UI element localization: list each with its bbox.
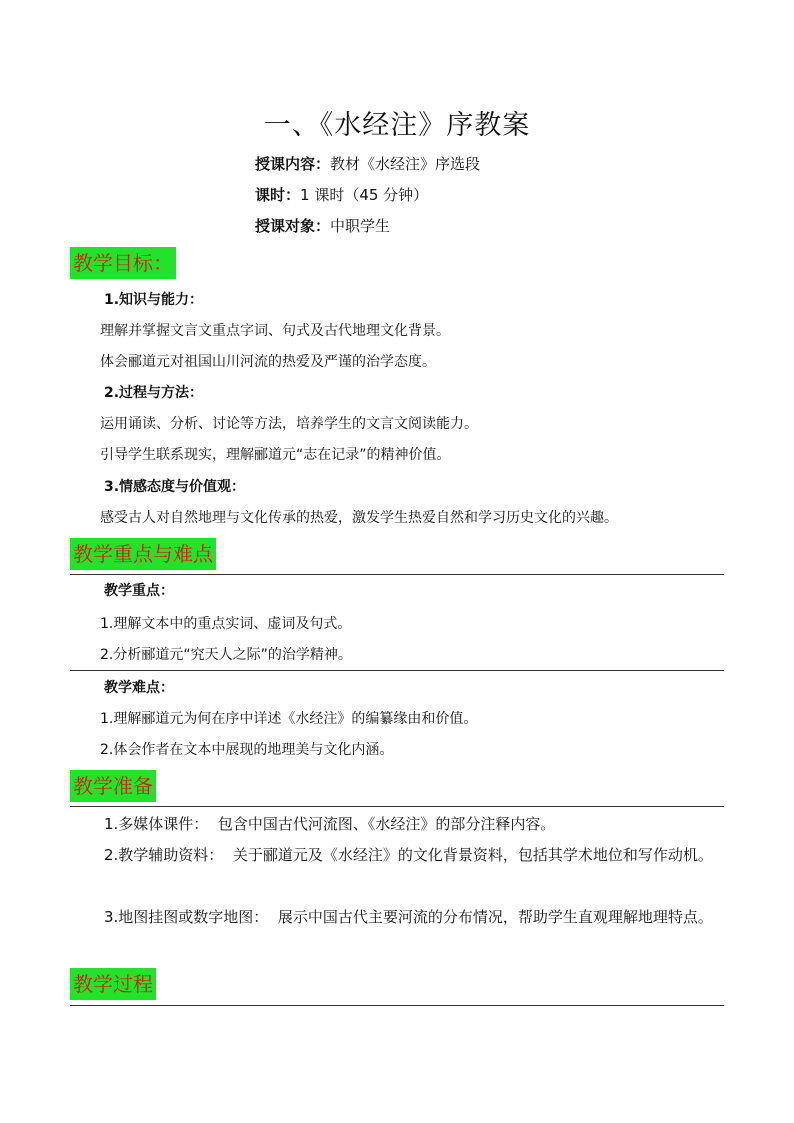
meta-content-value: 教材《水经注》序选段 <box>330 155 481 173</box>
goal-process-heading: 2.过程与方法： <box>104 385 204 401</box>
preparation-item-3 <box>70 902 724 932</box>
goal-knowledge-line-2: 体会郦道元对祖国山川河流的热爱及严谨的治学态度。 <box>100 354 436 370</box>
preparation-item-1 <box>70 809 724 839</box>
goal-knowledge-heading: 1.知识与能力： <box>104 292 204 308</box>
meta-audience <box>255 215 390 236</box>
goal-knowledge-line-1: 理解并掌握文言文重点字词、句式及古代地理文化背景。 <box>100 323 450 339</box>
section-process-label: 教学过程 <box>70 968 156 1000</box>
meta-duration <box>255 184 428 205</box>
focus-divider <box>70 670 724 671</box>
section-goals-label: 教学目标： <box>70 247 176 279</box>
meta-duration-key: 课时： <box>255 186 301 204</box>
difficulty-line-2: 2.体会作者在文本中展现的地理美与文化内涵。 <box>100 742 394 758</box>
section-process-divider <box>70 1005 724 1006</box>
difficulty-line-1: 1.理解郦道元为何在序中详述《水经注》的编纂缘由和价值。 <box>100 711 478 727</box>
focus-line-1: 1.理解文本中的重点实词、虚词及句式。 <box>100 616 352 632</box>
meta-content <box>255 153 480 174</box>
meta-duration-value: 1 课时（45 分钟） <box>300 186 429 204</box>
preparation-item-3-text: 展示中国古代主要河流的分布情况，帮助学生直观理解地理特点。 <box>277 908 713 926</box>
preparation-item-1-text: 包含中国古代河流图、《水经注》的部分注释内容。 <box>217 815 556 833</box>
difficulty-heading: 教学难点： <box>104 680 174 696</box>
section-keypoints-label: 教学重点与难点 <box>70 538 216 570</box>
focus-heading: 教学重点： <box>104 583 174 599</box>
meta-audience-value: 中职学生 <box>330 217 391 235</box>
goal-emotion-line-1: 感受古人对自然地理与文化传承的热爱，激发学生热爱自然和学习历史文化的兴趣。 <box>100 510 618 526</box>
preparation-item-2-text: 关于郦道元及《水经注》的文化背景资料，包括其学术地位和写作动机。 <box>232 846 713 864</box>
focus-line-2: 2.分析郦道元“究天人之际”的治学精神。 <box>100 647 352 663</box>
preparation-item-2 <box>70 840 724 870</box>
document-title: 一、《水经注》序教案 <box>263 110 531 141</box>
meta-content-key: 授课内容： <box>255 155 331 173</box>
goal-emotion-heading: 3.情感态度与价值观： <box>104 479 246 495</box>
section-preparation-label: 教学准备 <box>70 770 156 802</box>
preparation-item-1-lead: 1.多媒体课件： <box>104 815 209 833</box>
meta-audience-key: 授课对象： <box>255 217 331 235</box>
goal-process-line-2: 引导学生联系现实，理解郦道元“志在记录”的精神价值。 <box>100 447 451 463</box>
goal-process-line-1: 运用诵读、分析、讨论等方法，培养学生的文言文阅读能力。 <box>100 416 478 432</box>
preparation-item-2-lead: 2.教学辅助资料： <box>104 846 224 864</box>
preparation-item-3-lead: 3.地图挂图或数字地图： <box>104 908 269 926</box>
section-keypoints-divider <box>70 574 724 575</box>
section-preparation-divider <box>70 806 724 807</box>
